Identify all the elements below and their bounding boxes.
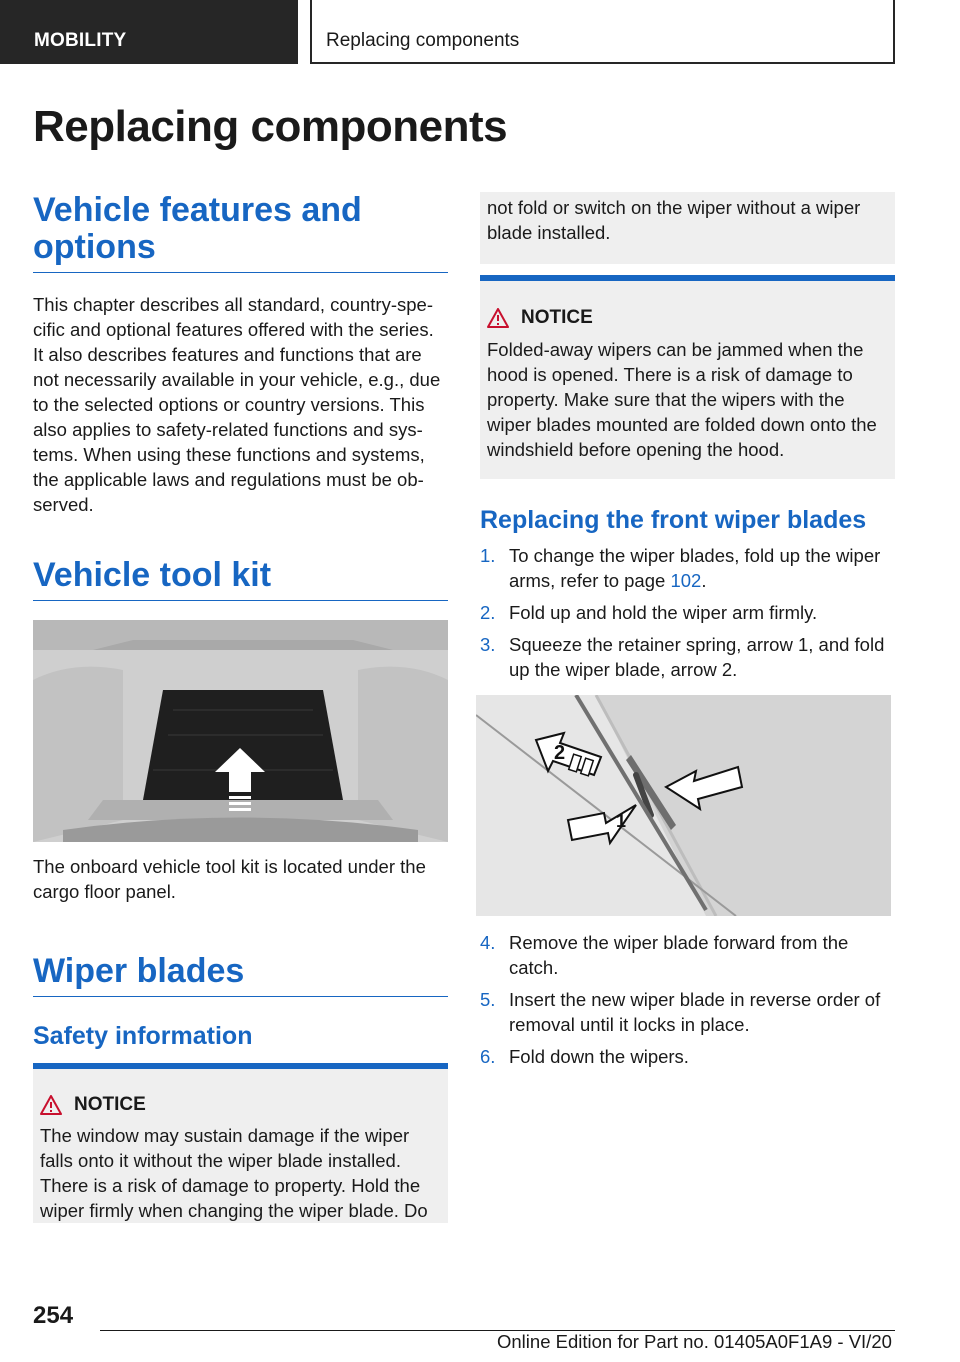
heading-vehicle-features: Vehicle features and options xyxy=(33,192,448,273)
list-item xyxy=(480,930,895,980)
notice-text: The window may sustain damage if the wiper falls onto it without the wiper blade installed. There is a risk of damage to property. Hold the wiper firmly when changing the wiper blade. Do xyxy=(40,1125,428,1221)
step-number: 5. xyxy=(480,989,496,1010)
list-item xyxy=(480,1044,895,1069)
page-title: Replacing components xyxy=(33,102,508,151)
steps-list-second xyxy=(480,930,895,1076)
vehicle-features-paragraph: This chapter describes all standard, country-spe-cific and optional features offered with the series. It also describes features and functions that are not necessarily available in your vehicle, e.g., due to the selected options or country versions. This also applies to safety-related functions and sys-tems. When using these functions and systems, the applicable laws and regulations must be ob-served. xyxy=(33,294,441,515)
steps-list-first xyxy=(480,543,895,689)
step-text: Squeeze the retainer spring, arrow 1, and fold up the wiper blade, arrow 2. xyxy=(509,634,885,680)
step-number: 2. xyxy=(480,602,496,623)
warning-triangle-icon xyxy=(487,308,509,328)
step-number: 6. xyxy=(480,1046,496,1067)
step-number: 4. xyxy=(480,932,496,953)
heading-safety-information: Safety information xyxy=(33,1022,253,1050)
footer-edition: Online Edition for Part no. 01405A0F1A9 - VI/20 xyxy=(497,1331,892,1352)
warning-triangle-icon xyxy=(40,1095,62,1115)
cargo-area-photo xyxy=(33,620,448,842)
list-item xyxy=(480,600,895,625)
notice-box-right xyxy=(480,275,895,479)
heading-replacing-front-wiper-blades: Replacing the front wiper blades xyxy=(480,506,867,534)
heading-wiper-blades: Wiper blades xyxy=(33,953,448,997)
wiper-blade-illustration xyxy=(476,695,891,916)
list-item xyxy=(480,987,895,1037)
notice-text: Folded-away wipers can be jammed when the hood is opened. There is a risk of damage to property. Make sure that the wipers with the wiper blades mounted are folded down onto the windshield before opening the hood. xyxy=(487,339,877,460)
notice-header xyxy=(487,307,889,329)
step-number: 1. xyxy=(480,545,496,566)
page-link[interactable]: 102 xyxy=(670,570,702,591)
notice-continued-text: not fold or switch on the wiper without a wiper blade installed. xyxy=(487,197,861,243)
list-item xyxy=(480,632,895,682)
step-text: To change the wiper blades, fold up the wiper arms, refer to page 102. xyxy=(509,545,881,591)
notice-continued-box xyxy=(480,192,895,264)
notice-box-left xyxy=(33,1063,448,1223)
wiper-blade-figure xyxy=(476,695,891,916)
notice-label: NOTICE xyxy=(74,1094,146,1115)
step-text: Fold down the wipers. xyxy=(509,1046,689,1067)
heading-vehicle-tool-kit: Vehicle tool kit xyxy=(33,557,448,601)
step-text: Fold up and hold the wiper arm firmly. xyxy=(509,602,818,623)
notice-label: NOTICE xyxy=(521,307,593,328)
tool-kit-caption: The onboard vehicle tool kit is located under the cargo floor panel. xyxy=(33,856,426,902)
arrow-2-label: 2 xyxy=(554,742,566,764)
arrow-1-label: 1 xyxy=(616,811,627,831)
step-text: Insert the new wiper blade in reverse order of removal until it locks in place. xyxy=(509,989,881,1035)
page-number: 254 xyxy=(33,1302,74,1329)
notice-header xyxy=(40,1094,442,1116)
list-item xyxy=(480,543,895,593)
step-number: 3. xyxy=(480,634,496,655)
section-tab: MOBILITY xyxy=(0,0,298,64)
cargo-area-illustration xyxy=(33,620,448,842)
breadcrumb: Replacing components xyxy=(310,0,895,64)
step-text: Remove the wiper blade forward from the catch. xyxy=(509,932,849,978)
